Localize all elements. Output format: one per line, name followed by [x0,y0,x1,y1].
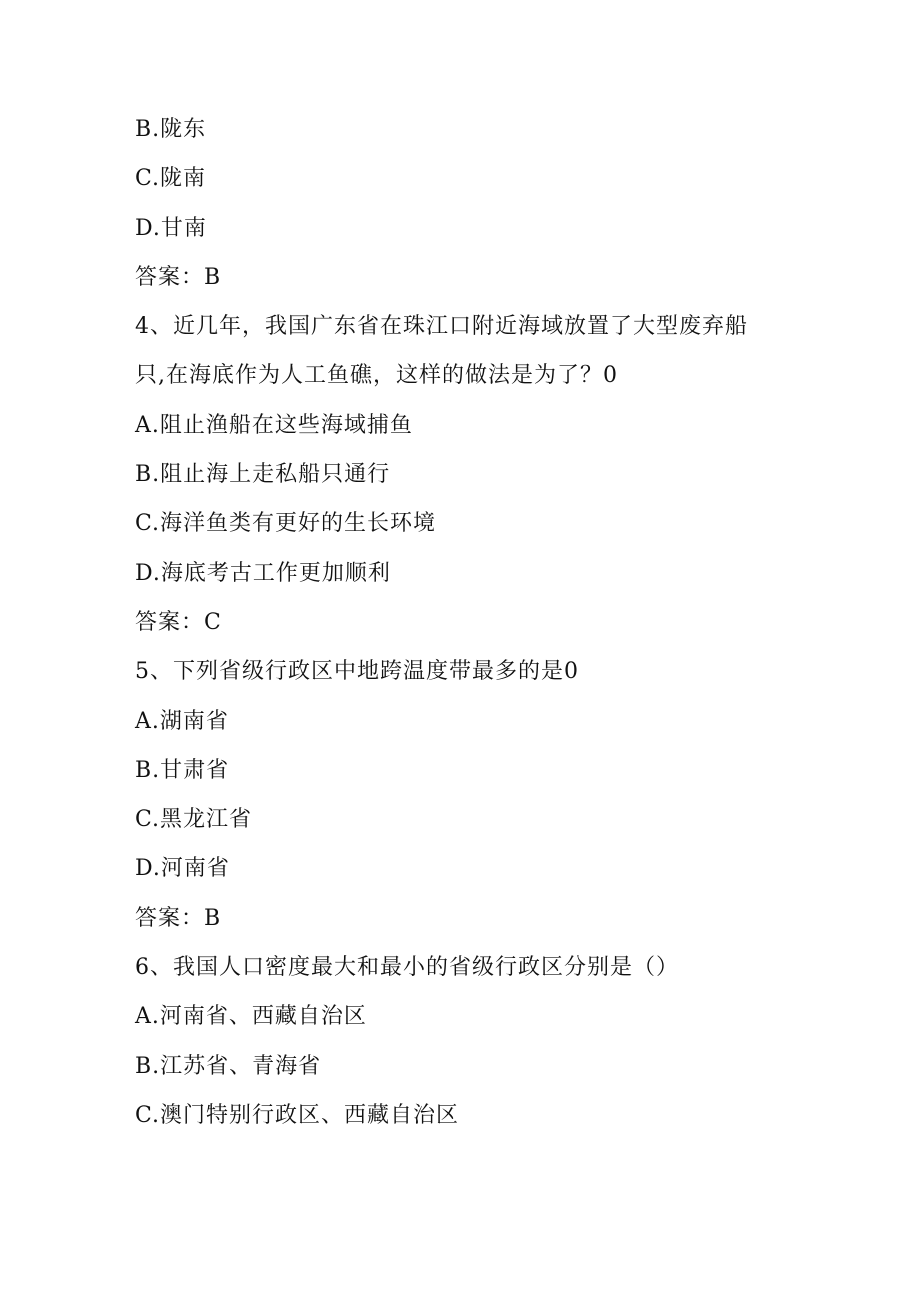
option-line: D.河南省 [135,856,230,882]
option-line: C.澳门特别行政区、西藏自治区 [135,1102,460,1128]
option-line: A.湖南省 [135,708,229,734]
option-line: D.海底考古工作更加顺利 [135,560,391,586]
option-line: B.江苏省、青海省 [135,1053,322,1079]
question-text: 6、我国人口密度最大和最小的省级行政区分别是（） [135,955,679,981]
option-line: B.陇东 [135,117,207,142]
option-line: D.甘南 [135,215,207,241]
option-line: C.陇南 [135,166,207,192]
option-line: A.阻止渔船在这些海域捕鱼 [135,412,413,438]
question-text: 只,在海底作为人工鱼礁，这样的做法是为了？0 [135,363,618,389]
option-line: A.河南省、西藏自治区 [135,1004,367,1030]
question-text: 5、下列省级行政区中地跨温度带最多的是0 [135,659,579,685]
question-text: 4、近几年，我国广东省在珠江口附近海域放置了大型废弃船 [135,314,748,340]
answer-line: 答案：B [135,264,222,290]
option-line: B.阻止海上走私船只通行 [135,462,391,488]
answer-line: 答案：C [135,609,222,635]
option-line: C.黑龙江省 [135,807,253,833]
option-line: B.甘肃省 [135,757,230,783]
answer-line: 答案：B [135,905,222,931]
document-body [135,110,835,1145]
option-line: C.海洋鱼类有更好的生长环境 [135,511,437,537]
